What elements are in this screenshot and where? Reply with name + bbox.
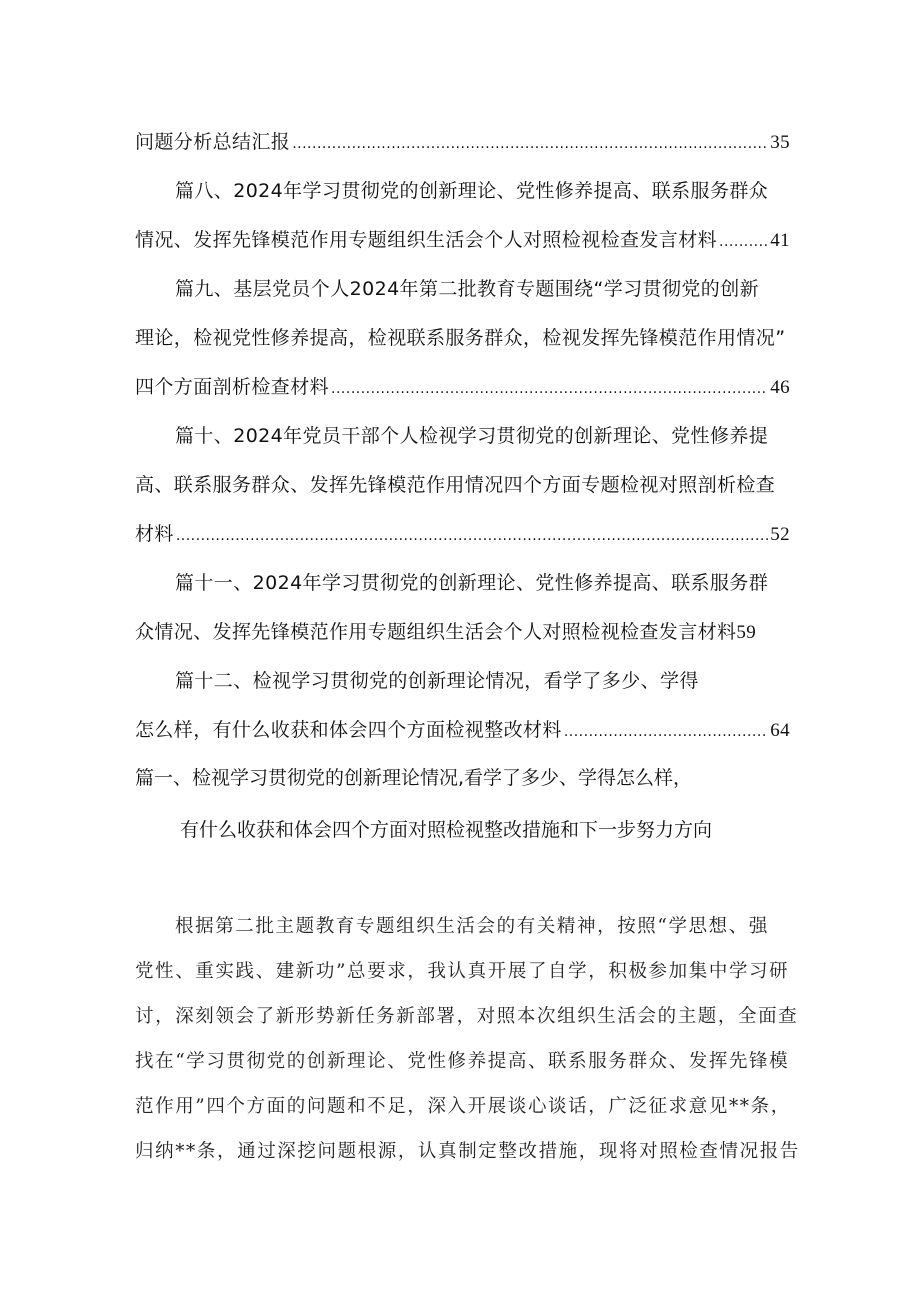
toc-entry-text: 理论，检视党性修养提高，检视联系服务群众，检视发挥先锋模范作用情况” [135, 327, 786, 349]
toc-line [135, 461, 790, 510]
toc-page-number: 46 [770, 377, 790, 398]
toc-entry-text: 篇十一、2024年学习贯彻党的创新理论、党性修养提高、联系服务群 [175, 572, 769, 594]
toc-entry-text: 篇八、2024年学习贯彻党的创新理论、党性修养提高、联系服务群众 [175, 180, 769, 202]
toc-entry-text: 篇十、2024年党员干部个人检视学习贯彻党的创新理论、党性修养提 [175, 425, 769, 447]
toc-line [135, 167, 790, 216]
body-line: 讨，深刻领会了新形势新任务新部署，对照本次组织生活会的主题，全面查 [135, 1006, 799, 1027]
toc-page-number: 64 [770, 720, 790, 741]
toc-entry-text: 问题分析总结汇报 [135, 131, 291, 153]
table-of-contents [135, 118, 790, 755]
toc-line [135, 706, 790, 755]
toc-entry-text: 高、联系服务群众、发挥先锋模范作用情况四个方面专题检视对照剖析检查 [135, 474, 776, 496]
toc-leader-dots [719, 218, 768, 267]
body-line: 范作用”四个方面的问题和不足，深入开展谈心谈话，广泛征求意见**条， [135, 1096, 791, 1117]
toc-leader-dots [176, 512, 768, 561]
toc-line [135, 314, 790, 363]
toc-line [135, 118, 790, 167]
section-heading-line2: 有什么收获和体会四个方面对照检视整改措施和下一步努力方向 [180, 819, 713, 841]
toc-entry-text: 篇九、基层党员个人2024年第二批教育专题围绕“学习贯彻党的创新 [175, 278, 759, 300]
toc-page-number: 41 [770, 230, 790, 251]
toc-page-number: 52 [770, 524, 790, 545]
toc-line [135, 363, 790, 412]
toc-leader-dots [564, 708, 768, 757]
toc-page-number: 35 [770, 132, 790, 153]
toc-entry-text: 材料 [135, 523, 174, 545]
toc-line [135, 559, 790, 608]
toc-entry-text: 篇十二、检视学习贯彻党的创新理论情况，看学了多少、学得 [175, 670, 699, 692]
toc-line [135, 216, 790, 265]
toc-line [135, 412, 790, 461]
toc-entry-text: 众情况、发挥先锋模范作用专题组织生活会个人对照检视检查发言材料 [135, 621, 737, 643]
body-line: 归纳**条，通过深挖问题根源，认真制定整改措施，现将对照检查情况报告 [135, 1141, 800, 1162]
body-line: 党性、重实践、建新功”总要求，我认真开展了自学，积极参加集中学习研 [135, 961, 790, 982]
section-heading-line1: 篇一、检视学习贯彻党的创新理论情况,看学了多少、学得怎么样， [135, 767, 693, 789]
toc-entry-text: 四个方面剖析检查材料 [135, 376, 330, 398]
toc-entry-text: 情况、发挥先锋模范作用专题组织生活会个人对照检视检查发言材料 [135, 229, 718, 251]
body-paragraph [135, 904, 800, 1174]
body-line: 找在“学习贯彻党的创新理论、党性修养提高、联系服务群众、发挥先锋模 [135, 1051, 790, 1072]
toc-leader-dots [331, 365, 768, 414]
toc-page-number: 59 [736, 622, 757, 643]
body-line: 根据第二批主题教育专题组织生活会的有关精神，按照“学思想、强 [175, 916, 769, 937]
toc-line [135, 608, 790, 657]
toc-line [135, 657, 790, 706]
toc-line [135, 510, 790, 559]
toc-leader-dots [292, 120, 768, 169]
toc-entry-text: 怎么样，有什么收获和体会四个方面检视整改材料 [135, 719, 562, 741]
toc-line [135, 265, 790, 314]
